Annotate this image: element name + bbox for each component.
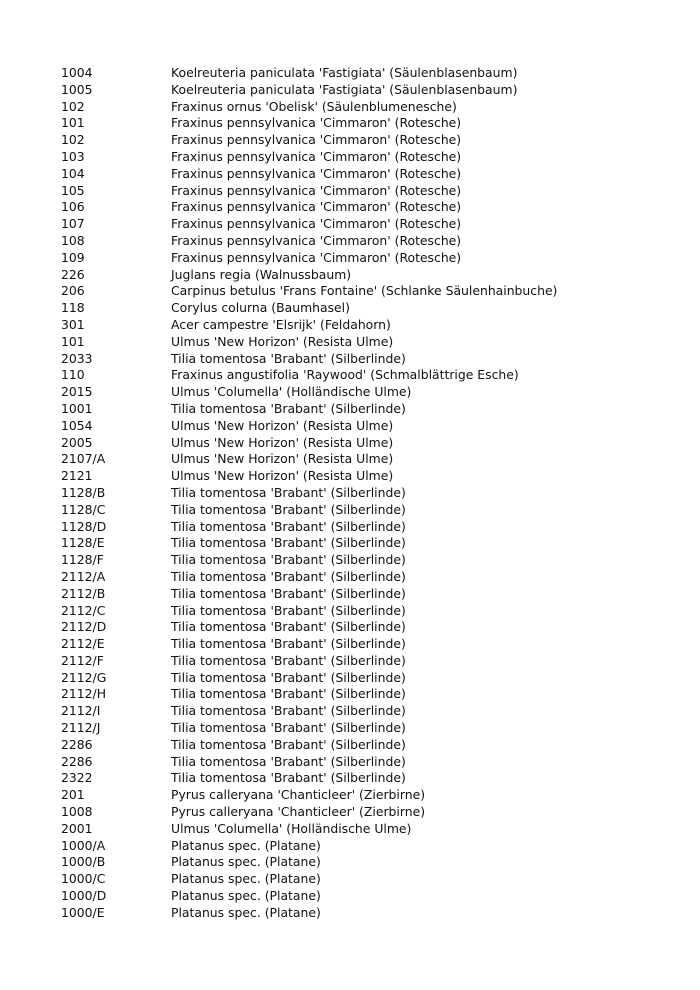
tree-number: 101 — [61, 115, 85, 131]
tree-species: Fraxinus pennsylvanica 'Cimmaron' (Rotesche) — [171, 249, 462, 265]
tree-row — [61, 99, 681, 116]
tree-species: Acer campestre 'Elsrijk' (Feldahorn) — [171, 316, 391, 332]
tree-number: 110 — [61, 367, 85, 383]
tree-number: 1001 — [61, 400, 93, 416]
tree-number: 2112/I — [61, 703, 101, 719]
tree-number: 1128/C — [61, 501, 106, 517]
tree-species: Ulmus 'New Horizon' (Resista Ulme) — [171, 468, 394, 484]
tree-row — [61, 334, 681, 351]
tree-row — [61, 468, 681, 485]
tree-row — [61, 132, 681, 149]
tree-number: 106 — [61, 199, 85, 215]
tree-number: 2112/E — [61, 636, 105, 652]
tree-species: Ulmus 'New Horizon' (Resista Ulme) — [171, 417, 394, 433]
tree-row — [61, 686, 681, 703]
tree-row — [61, 233, 681, 250]
tree-species: Ulmus 'New Horizon' (Resista Ulme) — [171, 451, 394, 467]
tree-number: 2001 — [61, 820, 93, 836]
tree-number: 102 — [61, 98, 85, 114]
tree-species: Ulmus 'New Horizon' (Resista Ulme) — [171, 333, 394, 349]
tree-species: Koelreuteria paniculata 'Fastigiata' (Säulenblasenbaum) — [171, 65, 518, 80]
tree-row — [61, 787, 681, 804]
tree-number: 2286 — [61, 736, 93, 752]
tree-row — [61, 569, 681, 586]
tree-species: Tilia tomentosa 'Brabant' (Silberlinde) — [171, 501, 406, 517]
tree-number: 2107/A — [61, 451, 106, 467]
tree-number: 105 — [61, 182, 85, 198]
tree-number: 103 — [61, 148, 85, 164]
tree-row — [61, 552, 681, 569]
tree-row — [61, 65, 681, 82]
tree-species: Tilia tomentosa 'Brabant' (Silberlinde) — [171, 686, 406, 702]
tree-number: 2112/J — [61, 720, 101, 736]
tree-species: Fraxinus pennsylvanica 'Cimmaron' (Rotesche) — [171, 148, 462, 164]
tree-row — [61, 754, 681, 771]
tree-number: 2112/A — [61, 568, 106, 584]
tree-number: 1000/C — [61, 871, 106, 887]
tree-species: Ulmus 'New Horizon' (Resista Ulme) — [171, 434, 394, 450]
tree-species: Tilia tomentosa 'Brabant' (Silberlinde) — [171, 753, 406, 769]
tree-species: Tilia tomentosa 'Brabant' (Silberlinde) — [171, 619, 406, 635]
tree-row — [61, 502, 681, 519]
tree-number: 2112/G — [61, 669, 107, 685]
tree-row — [61, 905, 681, 922]
tree-row — [61, 485, 681, 502]
tree-species: Fraxinus pennsylvanica 'Cimmaron' (Rotesche) — [171, 115, 462, 131]
tree-species: Tilia tomentosa 'Brabant' (Silberlinde) — [171, 652, 406, 668]
tree-number: 1000/A — [61, 837, 106, 853]
tree-species: Tilia tomentosa 'Brabant' (Silberlinde) — [171, 484, 406, 500]
tree-number: 2322 — [61, 770, 93, 786]
tree-species: Platanus spec. (Platane) — [171, 904, 321, 920]
tree-species: Tilia tomentosa 'Brabant' (Silberlinde) — [171, 602, 406, 618]
tree-row — [61, 670, 681, 687]
tree-row — [61, 82, 681, 99]
tree-species: Juglans regia (Walnussbaum) — [171, 266, 352, 282]
tree-species: Fraxinus pennsylvanica 'Cimmaron' (Rotesche) — [171, 232, 462, 248]
tree-row — [61, 838, 681, 855]
tree-number: 1000/E — [61, 904, 105, 920]
tree-row — [61, 149, 681, 166]
tree-number: 2286 — [61, 753, 93, 769]
tree-number: 108 — [61, 232, 85, 248]
tree-number: 109 — [61, 249, 85, 265]
tree-row — [61, 586, 681, 603]
tree-species: Tilia tomentosa 'Brabant' (Silberlinde) — [171, 720, 406, 736]
tree-row — [61, 854, 681, 871]
tree-row — [61, 519, 681, 536]
tree-row — [61, 283, 681, 300]
tree-species: Tilia tomentosa 'Brabant' (Silberlinde) — [171, 400, 406, 416]
tree-number: 2112/D — [61, 619, 107, 635]
tree-number: 107 — [61, 216, 85, 232]
tree-species: Tilia tomentosa 'Brabant' (Silberlinde) — [171, 350, 406, 366]
tree-species: Corylus colurna (Baumhasel) — [171, 300, 350, 316]
tree-species: Fraxinus pennsylvanica 'Cimmaron' (Rotesche) — [171, 216, 462, 232]
tree-species: Fraxinus pennsylvanica 'Cimmaron' (Rotesche) — [171, 199, 462, 215]
tree-species: Fraxinus angustifolia 'Raywood' (Schmalblättrige Esche) — [171, 367, 519, 383]
tree-row — [61, 216, 681, 233]
tree-number: 226 — [61, 266, 85, 282]
tree-species: Tilia tomentosa 'Brabant' (Silberlinde) — [171, 703, 406, 719]
tree-row — [61, 367, 681, 384]
tree-number: 2112/F — [61, 652, 104, 668]
tree-number: 2112/H — [61, 686, 107, 702]
tree-species: Tilia tomentosa 'Brabant' (Silberlinde) — [171, 770, 406, 786]
tree-row — [61, 603, 681, 620]
tree-number: 1004 — [61, 65, 93, 80]
tree-species: Fraxinus ornus 'Obelisk' (Säulenblumenesche) — [171, 98, 457, 114]
tree-number: 1128/B — [61, 484, 106, 500]
tree-row — [61, 384, 681, 401]
tree-number: 2033 — [61, 350, 93, 366]
tree-row — [61, 703, 681, 720]
tree-row — [61, 267, 681, 284]
tree-species: Ulmus 'Columella' (Holländische Ulme) — [171, 820, 412, 836]
tree-number: 2005 — [61, 434, 93, 450]
tree-species: Koelreuteria paniculata 'Fastigiata' (Säulenblasenbaum) — [171, 81, 518, 97]
tree-number: 1128/E — [61, 535, 105, 551]
tree-species: Tilia tomentosa 'Brabant' (Silberlinde) — [171, 736, 406, 752]
tree-species: Ulmus 'Columella' (Holländische Ulme) — [171, 384, 412, 400]
tree-species: Tilia tomentosa 'Brabant' (Silberlinde) — [171, 568, 406, 584]
tree-species: Fraxinus pennsylvanica 'Cimmaron' (Rotesche) — [171, 165, 462, 181]
tree-row — [61, 770, 681, 787]
tree-number: 2112/C — [61, 602, 106, 618]
tree-row — [61, 888, 681, 905]
tree-species: Pyrus calleryana 'Chanticleer' (Zierbirne) — [171, 804, 426, 820]
tree-row — [61, 401, 681, 418]
tree-species: Platanus spec. (Platane) — [171, 888, 321, 904]
tree-species: Tilia tomentosa 'Brabant' (Silberlinde) — [171, 518, 406, 534]
tree-number: 201 — [61, 787, 85, 803]
tree-number: 2121 — [61, 468, 93, 484]
tree-row — [61, 351, 681, 368]
tree-number: 1128/F — [61, 552, 104, 568]
tree-species: Tilia tomentosa 'Brabant' (Silberlinde) — [171, 535, 406, 551]
tree-row — [61, 535, 681, 552]
tree-row — [61, 636, 681, 653]
tree-row — [61, 821, 681, 838]
tree-species: Pyrus calleryana 'Chanticleer' (Zierbirne) — [171, 787, 426, 803]
tree-row — [61, 199, 681, 216]
tree-number: 101 — [61, 333, 85, 349]
tree-species: Tilia tomentosa 'Brabant' (Silberlinde) — [171, 669, 406, 685]
tree-species: Fraxinus pennsylvanica 'Cimmaron' (Rotesche) — [171, 132, 462, 148]
tree-number: 1000/D — [61, 888, 107, 904]
tree-number: 301 — [61, 316, 85, 332]
tree-species: Platanus spec. (Platane) — [171, 871, 321, 887]
tree-number: 118 — [61, 300, 85, 316]
tree-species: Tilia tomentosa 'Brabant' (Silberlinde) — [171, 552, 406, 568]
tree-row — [61, 115, 681, 132]
tree-number: 1128/D — [61, 518, 107, 534]
tree-number: 102 — [61, 132, 85, 148]
tree-row — [61, 166, 681, 183]
tree-number: 2112/B — [61, 585, 106, 601]
tree-row — [61, 804, 681, 821]
tree-row — [61, 250, 681, 267]
tree-row — [61, 871, 681, 888]
tree-list — [61, 65, 681, 922]
tree-number: 1054 — [61, 417, 93, 433]
tree-number: 1005 — [61, 81, 93, 97]
tree-row — [61, 435, 681, 452]
tree-number: 2015 — [61, 384, 93, 400]
tree-species: Platanus spec. (Platane) — [171, 854, 321, 870]
tree-row — [61, 653, 681, 670]
tree-row — [61, 418, 681, 435]
tree-species: Tilia tomentosa 'Brabant' (Silberlinde) — [171, 585, 406, 601]
tree-row — [61, 451, 681, 468]
tree-row — [61, 619, 681, 636]
tree-number: 1000/B — [61, 854, 106, 870]
tree-row — [61, 737, 681, 754]
tree-number: 104 — [61, 165, 85, 181]
tree-number: 1008 — [61, 804, 93, 820]
tree-number: 206 — [61, 283, 85, 299]
tree-species: Carpinus betulus 'Frans Fontaine' (Schlanke Säulenhainbuche) — [171, 283, 558, 299]
tree-row — [61, 183, 681, 200]
tree-species: Platanus spec. (Platane) — [171, 837, 321, 853]
tree-row — [61, 300, 681, 317]
tree-row — [61, 317, 681, 334]
tree-species: Fraxinus pennsylvanica 'Cimmaron' (Rotesche) — [171, 182, 462, 198]
tree-row — [61, 720, 681, 737]
tree-species: Tilia tomentosa 'Brabant' (Silberlinde) — [171, 636, 406, 652]
